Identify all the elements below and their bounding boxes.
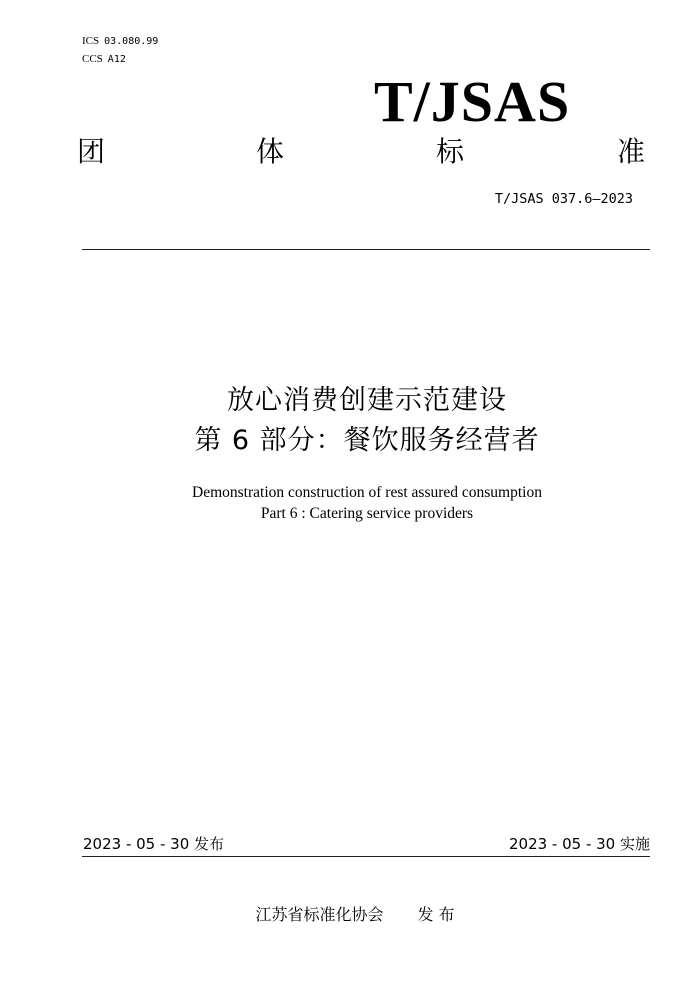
category-char-4: 准 [617,135,646,168]
title-en-line1: Demonstration construction of rest assured consumption [192,484,542,501]
category-char-2: 体 [256,135,285,168]
ccs-value: A12 [107,54,126,65]
publisher-name: 江苏省标准化协会 [255,905,384,924]
ics-code [82,35,158,47]
ics-value: 03.080.99 [104,36,159,47]
title-cn-line1: 放心消费创建示范建设 [227,385,507,416]
ccs-label: CCS [82,53,103,65]
category-char-3: 标 [436,135,465,168]
header-divider [82,249,650,250]
implement-date: 2023 - 05 - 30 实施 [508,835,650,853]
ics-label: ICS [82,35,100,47]
standard-number: T/JSAS 037.6—2023 [494,191,633,207]
publisher-line [0,904,700,926]
category-char-1: 团 [77,135,106,168]
ccs-code [82,53,126,65]
footer-divider [82,856,650,857]
title-cn-line2: 第 6 部分：餐饮服务经营者 [194,425,540,456]
publish-date: 2023 - 05 - 30 发布 [83,835,225,853]
publish-word: 发 布 [417,905,455,924]
title-en-line2: Part 6 : Catering service providers [260,505,474,522]
standard-logo: T/JSAS [374,69,571,134]
